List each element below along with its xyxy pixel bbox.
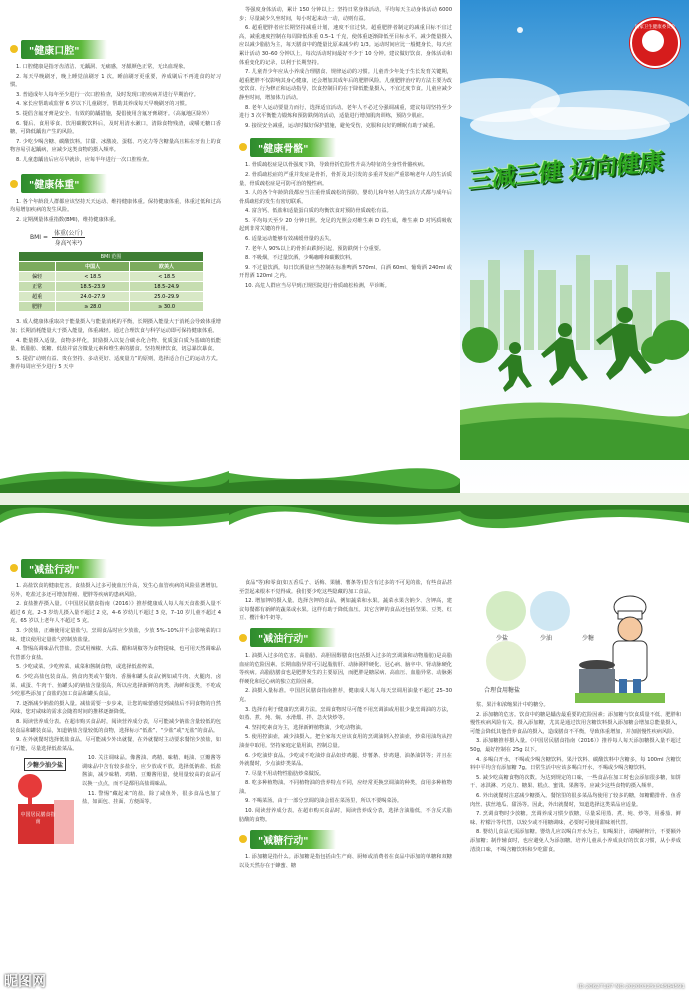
- paragraph: 8. 婴幼儿食品无需添加糖。婴幼儿应以喝白开水为主，如喝果汁，请喝鲜榨汁，不要额外添加糖；制作辅食时，也应避免人为添加糖。培养儿童从小养成良好的饮食习惯，从小养成清淡口味，不喝含糖饮料和少吃甜食。: [470, 829, 681, 853]
- green-wave: [0, 459, 229, 493]
- paragraph: 8. 不吸烟，不过量饮酒，少喝咖啡和碳酸饮料。: [245, 255, 356, 262]
- paragraph: 10. 阅读营养成分表。在超市购买食品时，阅读营养成分表，选择含油脂低，不含反式脂肪酸的食物。: [239, 808, 452, 823]
- image-id-label: ID:20627187 NO:20200325154584591: [577, 984, 685, 990]
- oil-icon: [530, 591, 570, 631]
- paragraph: 4. 坚持吃素食为主，选择新鲜植物油，少吃动物油。: [245, 724, 366, 731]
- table-cell: < 18.5: [56, 272, 130, 282]
- paragraph: 1. 油摄入过多的危害。高脂肪、高胆固醇膳食(包括摄入过多的烹调油和动物脂肪)是高脂血症的危险因素。长期血脂异常可引起脂肪肝、动脉粥样硬化、冠心病、脑卒中、肾动脉硬化等疾病。高脂肪膳食也是肥胖发生的主要原因，而肥胖是糖尿病、高血压、血脂异常、动脉粥样硬化和冠心病的独立危险因素。: [239, 652, 452, 685]
- paragraph: 3. 少放盐，正确使用定量盐勺。烹调食品时应少放盐，少放 5%–10%并不会影响菜的口味。建议使用定量盐勺控制放盐量。: [10, 627, 221, 643]
- paragraph: 3. 成人健康体重取决于能量摄入与能量消耗的平衡，长期摄入能量大于消耗会导致体重增加；长期消耗能量大于摄入能量，体重减轻。通过合理饮食与科学运动即可保持健康体重。: [10, 319, 221, 334]
- table-cell: < 18.5: [130, 272, 204, 282]
- section-header-oil: [239, 629, 452, 647]
- paragraph: 7. 逐渐减少钠盐的摄入量。减盐需要一步步来，让您的味蕾感觉到减盐后不同食物的自然风味，您对咸味的需求会随着时间的推移逐渐降低。: [10, 700, 221, 716]
- logo-emblem: [630, 18, 680, 68]
- paragraph: 7. 烹调食物时少放糖。烹调养成习惯少放糖，尽量采用蒸、煮、炖、炒等，用番茄、鲜味、柠檬汁等代替，以较少或不用糖调味，必要时可使用甜味剂代替。: [470, 811, 681, 826]
- oral-section: [10, 34, 221, 373]
- paragraph: 1. 口腔健康是指牙齿清洁、无龋洞、无痛感，牙龈颜色正常，无出血现象。: [16, 64, 189, 70]
- paragraph: 10. 高危人群应当尽早到正规医院进行骨质疏松检测，早诊断。: [245, 283, 390, 290]
- table-cell: 超重: [19, 292, 56, 302]
- paragraph: 7. 尽量不用动物性脂肪炒菜做饭。: [245, 770, 325, 777]
- bullet-icon: [10, 564, 18, 572]
- table-row: [19, 282, 204, 292]
- chef-illustration: [575, 593, 665, 703]
- table-cell: ≥ 30.0: [130, 302, 204, 312]
- box-label: 中国居民膳食指南: [20, 812, 56, 826]
- paragraph: 8. 老年人运动要量力而行，选择适宜活动。老年人不必过分强调减重，建议每周坚持至少进行 3 次平衡能力锻炼和预防跌倒的活动，适量进行增加肌肉训练，预防少肌症。: [239, 104, 452, 120]
- paragraph: 2. 定期测量体重指数(BMI)，维持健康体重。: [16, 216, 120, 223]
- paragraph: 5. 使用控油壶，减少油摄入。把全家每天应该食用的烹调油倒入控油壶，炒菜用油均从控油壶中取用。坚持家庭定量用油，控制总量。: [239, 734, 452, 749]
- paragraph: 食品"等)和零食(如五香瓜子、话梅、果脯、薯条等)里含有过多的不可见的盐，有些食品甚至尝起来根本不觉得咸。我们要少吃这些隐藏的加工食品。: [239, 580, 452, 595]
- paragraph: 11. 警惕“藏起来”的盐。除了咸鱼外，很多食品也加了盐，如面包、挂面、方便面等。: [82, 790, 221, 806]
- paragraph: 7. 老年人 90%以上的骨折由跌倒引起，预防跌倒十分重要。: [245, 245, 385, 252]
- bone-section: [239, 6, 452, 292]
- paragraph: 1. 骨质疏松症是以骨强度下降，导致骨折危险性升高为特征的全身性骨骼疾病。: [245, 162, 428, 169]
- paragraph: 7. 儿童青少年应从小养成合理膳食、规律运动的习惯。儿童青少年处于生长发育关键期，超重肥胖不仅影响其身心健康，还会增加其成年后的肥胖风险。儿童肥胖治疗的方法主要为改变饮食、行为修正和运动指导，饮食控制目的在于降低能量摄入，不宜过度节食。儿童应减少静坐时间，增加体力活动。: [239, 69, 452, 101]
- paragraph: 等强度身体活动，累计 150 分钟以上；坚持日常身体活动，平均每天主动身体活动 6000 步；尽量减少久坐时间，每小时起来动一动，动则有益。: [239, 7, 452, 22]
- city-runners-illustration: [460, 210, 689, 460]
- icon-label: 合理食用糖盐: [484, 687, 521, 694]
- paragraph: 7. 少吃少喝含糖、碳酸饮料。甘甜、冰激凌、蛋糕、巧克力等含糖量高且粘在牙齿上的食物容易引起龋病，应减少这类食物的摄入频率。: [10, 138, 221, 154]
- sugar-section: [470, 701, 681, 855]
- paragraph: 9. 不过量饮酒。每日饮酒量应当控制在标准啤酒 570ml、白酒 60ml、葡萄酒 240ml 或开胃酒 120ml 之内。: [239, 264, 452, 280]
- paragraph: 2. 油摄入量标准。中国居民膳食指南推荐，健康成人每人每天烹调用油量不超过 25–30 克。: [239, 688, 452, 703]
- oil-section: [239, 579, 452, 871]
- sign-label: 少糖少油少盐: [24, 758, 66, 771]
- paragraph: 8. 阅读营养成分表。在超市购买食品时，阅读营养成分表，尽可能减少钠盐含量较低的包装食品和罐装食品，知道钠盐含量较低的食物，选择标示“低盐”、“少盐”或“无盐”的食品。: [10, 718, 221, 734]
- fold-gap: [0, 493, 689, 505]
- paragraph: 5. 提倡含氟牙膏是安全、有效的防龋措施，提倡使用含氟牙膏刷牙。（高氟地区除外）: [16, 110, 212, 117]
- salt-illustration: [10, 754, 82, 846]
- salt-bottom-row: [10, 754, 221, 846]
- table-cell: 18.5–24.9: [130, 282, 204, 292]
- panel-cover: [460, 0, 689, 493]
- panel-oil: [229, 505, 460, 993]
- section-title: "减油行动": [250, 628, 336, 647]
- paragraph: 3. 人的各个年龄阶段都应当注重骨质疏松的预防，婴幼儿和年轻人的生活方式都与成年后骨质疏松的发生有密切联系。: [239, 190, 452, 205]
- formula-label: BMI =: [30, 234, 48, 242]
- paragraph: 1. 添加糖是指什么。添加糖是指包括由生产商、厨师或消费者在食品中添加的单糖和双糖以及天然存在于蜂蜜、糖: [239, 854, 452, 869]
- salt-section: [10, 553, 221, 846]
- paragraph: 6. 少吃油炸食品。少吃或不吃油炸食品如炸鸡腿、炸薯条、炸鸡翅、油条油饼等；并且在外就餐时，少点油炸类菜品。: [239, 752, 452, 768]
- green-wave: [460, 505, 689, 535]
- bullet-icon: [239, 835, 247, 843]
- formula-denominator: 身高²(米²): [54, 240, 83, 248]
- cross-icon: [642, 30, 664, 52]
- section-title: "健康口腔": [21, 40, 107, 59]
- panel-sugar: [460, 505, 689, 993]
- paragraph: 2. 每天早晚刷牙，晚上睡觉前刷牙 1 次。睡前刷牙更重要，养成刷后不再进食的好习惯。: [10, 73, 221, 89]
- salt-icon: [486, 591, 526, 631]
- paragraph: 5. 平均每天至少 20 分钟日照。充足的光照会对维生素 D 的生成，维生素 D 对钙质吸收起到非常关键的作用。: [239, 217, 452, 233]
- paragraph: 6. 外出就餐时注意减少糖摄入。餐馆里的很多菜品均使用了较多的糖，如糖醋排骨、鱼香肉丝、拔丝地瓜、甜汤等。因此，外出就餐时，知道选择这类菜品应适量。: [470, 792, 681, 808]
- paragraph: 3. 添加糖推荐摄入量。《中国居民膳食指南（2016）》推荐每人每天添加糖摄入量不超过 50g，最好控制在 25g 以下。: [470, 738, 681, 753]
- paragraph: 8. 吃多种植物油。不同植物油的营养特点不同，应经常更换烹调油的种类，食用多种植物油。: [239, 780, 452, 795]
- table-cell: 25.0–29.9: [130, 292, 204, 302]
- table-header: 欧美人: [130, 262, 204, 272]
- paragraph: 6. 超重肥胖者应长期坚持减重计划，速度不宜过快。超重肥胖者制定的减重目标不宜过高，减重速度控制在每周降低体重 0.5–1 千克，使体重逐渐降低至目标水平。减少能量摄入应以减少脂肪为主，每天膳食中的能量比原来减少约 1/3。运动时间应比一般健身长，每天应累计活动 30–60 分钟以上，每次活动时间最好不少于 10 分钟。建议做好饮食、身体活动和体重变化的记录，以利于长期坚持。: [239, 25, 452, 66]
- paragraph: 4. 家长应帮助或监督 6 岁以下儿童刷牙，帮助其养成每天早晚刷牙的习惯。: [16, 101, 191, 108]
- formula-fraction: [52, 228, 85, 247]
- bullet-icon: [239, 143, 247, 151]
- paragraph: 8. 儿童患龋齿后应尽早就诊，应每半年进行一次口腔检查。: [16, 156, 153, 163]
- paragraph: 9. 接误安全减重，运动时做好保护措施，避免受伤，克服和良好的睡眠有助于减重。: [245, 122, 439, 129]
- paragraph: 10. 关注调味品。像酱油、鸡精、味精、蚝油、豆瓣酱等调味品中含有较多盐分，应少放或不放，选择低钠盐、低盐酱油，减少味精、鸡精、豆瓣酱用量，使用量较高的食品可以换一点点，而不是都用高盐调味品。: [82, 755, 221, 788]
- section-header-weight: [10, 175, 221, 193]
- table-row: [19, 272, 204, 282]
- bmi-formula: [30, 228, 221, 247]
- grain-icon: [486, 641, 526, 681]
- table-cell: 24.0–27.9: [56, 292, 130, 302]
- paragraph: 浆、果汁和浓缩果汁中的糖分。: [476, 702, 549, 708]
- paragraph: 2. 骨质疏松症的严重并发症是骨折，骨折及其引发的多重并发症严重影响老年人的生活质量，骨质疏松症是可防可治的慢性病。: [239, 171, 452, 187]
- panel-oral-weight: [0, 0, 229, 493]
- paragraph: 9. 不喝菜汤。由于一部分烹调的油会留在菜汤里，所以不要喝菜汤。: [245, 798, 403, 805]
- section-title: "减糖行动": [250, 830, 336, 849]
- paragraph: 4. 富含钙、低盐和适量蛋白质的均衡饮食对预防骨质疏松有益。: [245, 208, 392, 215]
- table-cell: 肥胖: [19, 302, 56, 312]
- section-title: "健康体重": [21, 174, 107, 193]
- logo-text: 国家卫生健康委员会: [634, 25, 676, 30]
- paragraph: 4. 多喝白开水，不喝或少喝含糖饮料。果汁饮料、碳酸饮料中含糖多，每 100ml 含糖饮料中平均含有添加糖 7g。日常生活中应该多喝白开水，不喝或少喝含糖饮料。: [470, 756, 681, 772]
- paragraph: 3. 普通成年人每年至少进行一次口腔检查，及时发现口腔疾病并进行早期治疗。: [16, 91, 199, 98]
- green-wave: [0, 505, 229, 535]
- paragraph: 2. 食盐推荐摄入量。《中国居民膳食指南（2016）》推荐健康成人每人每天食盐摄入量不超过 6 克。2–3 岁幼儿摄入量不超过 2 克，4–6 岁幼儿不超过 3 克，7–10 岁儿童不超过 4 克，65 岁以上老年人不超过 5 克。: [10, 601, 222, 625]
- salt-box-illustration: [10, 770, 80, 846]
- bullet-icon: [239, 634, 247, 642]
- paragraph: 12. 增加钾的摄入量。选择含钾的食品，例如蔬菜和水果。蔬菜水果含钠少、含钾高，建议每餐都有新鲜的蔬菜或水果。这样有助于降低血压。其它含钾的食品还包括坚果、豆类、红豆、樱汁和牛奶等。: [239, 598, 452, 622]
- paragraph: 2. 添加糖的危害。饮食中的糖是龋齿最重要的危险因素；添加糖与饮食质量不低、肥胖和慢性疾病风险有关。摄入添加糖，尤其是通过饮用含糖饮料摄入添加糖会增加总能量摄入，可能会降低其他营养食品的摄入，造成膳食不平衡，导致体重增加，并加剧慢性疾病风险。: [470, 711, 681, 735]
- icon-label: 少糖: [582, 635, 595, 642]
- icon-label: 少盐: [496, 635, 509, 642]
- table-cell: 18.5–23.9: [56, 282, 130, 292]
- paragraph: 6. 餐后、食用零食、饮用碳酸饮料后，及时用清水漱口，清除食物残渣，或嚼无糖口香糖，可降低龋齿产生的风险。: [10, 120, 221, 136]
- paragraph: 4. 警惕高调味品代替盐。尝试用辣椒、大蒜、醋和胡椒等为食物提味，也可用天然调味品代替部分食盐。: [10, 646, 221, 661]
- bmi-table: [18, 251, 204, 312]
- table-row: [19, 292, 204, 302]
- table-cell: 偏轻: [19, 272, 56, 282]
- section-header-salt: [10, 559, 221, 577]
- paragraph: 1. 高盐饮食的健康危害。食盐摄入过多可使血压升高，发生心血管疾病的风险显著增加。另外，吃盐过多还可增加胃癌、肥胖等疾病的患病风险。: [10, 583, 221, 598]
- section-header-bone: [239, 138, 452, 156]
- table-header: [19, 262, 56, 272]
- table-header: 中国人: [56, 262, 130, 272]
- salt-text-column: [82, 754, 221, 846]
- green-wave: [229, 505, 460, 535]
- paragraph: 1. 各个年龄段人群都应该坚持天天运动、维持健康体重。保持健康体重，体重过低和过高均易增加疾病的发生风险。: [10, 198, 221, 214]
- paragraph: 9. 在外就餐时选择低盐食品。尽可能减少外出就餐，在外就餐时主动要求餐馆少放盐，如有可能，尽量选择低盐菜品。: [10, 737, 221, 752]
- paragraph: 5. 减少吃高糖食物的次数。为达到规定的口味，一些食品在加工时也会添加很多糖，如饼干、冰淇淋、巧克力、糖果、糕点、蜜饯、果酱等。应减少这些食物的摄入频率。: [470, 774, 681, 790]
- cover-title: 三减三健 迈向健康: [467, 147, 664, 195]
- green-wave: [229, 459, 460, 493]
- table-cell: ≥ 28.0: [56, 302, 130, 312]
- panel-salt: [0, 505, 229, 993]
- section-title: "减盐行动": [21, 559, 107, 578]
- bullet-icon: [10, 45, 18, 53]
- watermark-logo: 昵图网: [4, 974, 46, 990]
- section-title: "健康骨骼": [250, 138, 336, 157]
- paragraph: 6. 少吃高盐包装食品。熟食肉类或午餐肉、香肠和罐头食品(例如咸牛肉、火腿肉、卤菜、咸蛋、牛肉干、鱼罐头)的钠盐含量很高，所以应选择新鲜的肉类、海鲜和蛋类，不吃或少吃那些添加了食盐的加工食品和罐头食品。: [10, 673, 221, 698]
- table-cell: 正常: [19, 282, 56, 292]
- table-caption: BMI 范围: [19, 252, 204, 262]
- formula-numerator: 体重(公斤): [54, 230, 83, 238]
- paragraph: 6. 适量运动能够有效减缓骨量的丢失。: [245, 236, 335, 243]
- table-row: [19, 302, 204, 312]
- paragraph: 5. 提倡“动则有益、贵在坚持、多动更好、适度量力”的原则，选择适合自己的运动方式。推荐每周应至少进行 5 天中: [10, 355, 221, 371]
- section-header-oral: [10, 40, 221, 58]
- icon-label: 少油: [540, 635, 553, 642]
- paragraph: 5. 少吃咸菜。少吃榨菜、咸菜和酱制食物，或选择低盐榨菜。: [16, 664, 158, 671]
- panel-bone: [229, 0, 460, 493]
- paragraph: 4. 能量摄入适量，食物多样化，鼓励摄入以复合碳水化合物、优质蛋白质为基础的低能量、低脂肪、低糖、低盐并富含微量元素和维生素的膳食。坚持规律饮食，切忌暴饮暴食。: [10, 337, 221, 353]
- section-header-sugar: [239, 830, 452, 848]
- bullet-icon: [10, 180, 18, 188]
- paragraph: 3. 选择有利于健康的烹调方法。烹调食物时尽可能不用烹调油或用很少量烹调油的方法，如蒸、煮、炖、焖、水滑熘、拌、急火快炒等。: [239, 706, 452, 722]
